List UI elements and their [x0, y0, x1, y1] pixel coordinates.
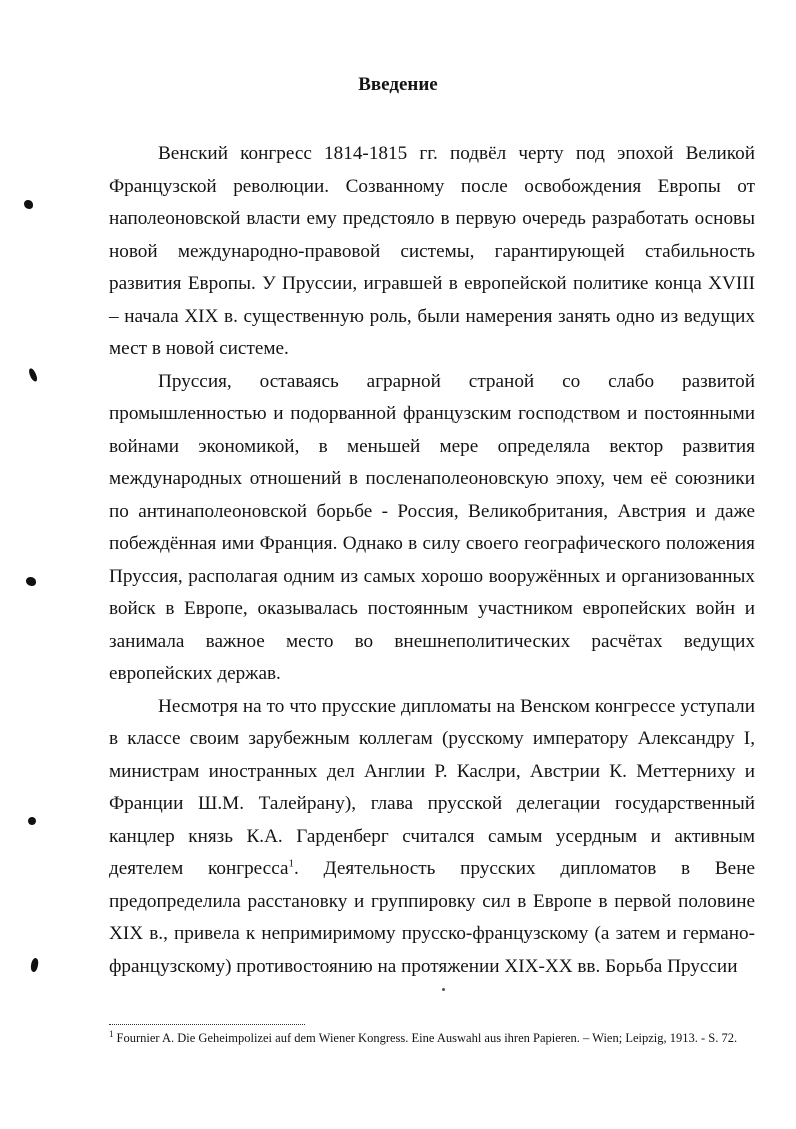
body-text	[109, 138, 755, 983]
footnote-reference: 1	[288, 857, 294, 870]
paragraph-3	[109, 691, 755, 984]
footnote	[109, 1030, 755, 1047]
scan-mark	[28, 367, 38, 382]
scan-mark	[29, 957, 39, 972]
footnote-separator	[109, 1024, 305, 1025]
scan-mark	[28, 817, 36, 825]
paragraph-3-text-b: . Деятельность прусских дипломатов в Вене предопределила расстановку и группировку сил в Европе в первой половине XIX в., привела к непримиримому прусско-французскому (а затем и германо-французскому) противостоянию на протяжении XIX-XX вв. Борьба Пруссии	[109, 858, 755, 977]
scan-mark	[26, 577, 36, 586]
footnote-number: 1	[109, 1028, 114, 1039]
scan-mark	[24, 200, 33, 209]
paragraph-3-text-a: Несмотря на то что прусские дипломаты на Венском конгрессе уступали в классе своим зарубежным коллегам (русскому императору Александру I, министрам иностранных дел Англии Р. Каслри, Австрии К. Меттерниху и Франции Ш.М. Талейрану), глава прусской делегации государственный канцлер князь К.А. Гарденберг считался самым усердным и активным деятелем конгресса	[109, 695, 755, 879]
scan-speck	[442, 988, 445, 991]
paragraph-2: Пруссия, оставаясь аграрной страной со слабо развитой промышленностью и подорванной французским господством и постоянными войнами экономикой, в меньшей мере определяла вектор развития международных отношений в посленаполеоновскую эпоху, чем её союзники по антинаполеоновской борьбе - Россия, Великобритания, Австрия и даже побеждённая ими Франция. Однако в силу своего географического положения Пруссия, располагая одним из самых хорошо вооружённых и организованных войск в Европе, оказывалась постоянным участником европейских войн и занимала важное место во внешнеполитических расчётах ведущих европейских держав.	[109, 370, 755, 684]
page-title: Введение	[358, 74, 438, 95]
footnote-text: Fournier A. Die Geheimpolizei auf dem Wiener Kongress. Eine Auswahl aus ihren Papieren. – Wien; Leipzig, 1913. - S. 72.	[116, 1031, 738, 1045]
paragraph-1: Венский конгресс 1814-1815 гг. подвёл черту под эпохой Великой Французской революции. Созванному после освобождения Европы от наполеоновской власти ему предстояло в первую очередь разработать основы новой международно-правовой системы, гарантирующей стабильность развития Европы. У Пруссии, игравшей в европейской политике конца XVIII – начала XIX в. существенную роль, были намерения занять одно из ведущих мест в новой системе.	[109, 143, 755, 359]
